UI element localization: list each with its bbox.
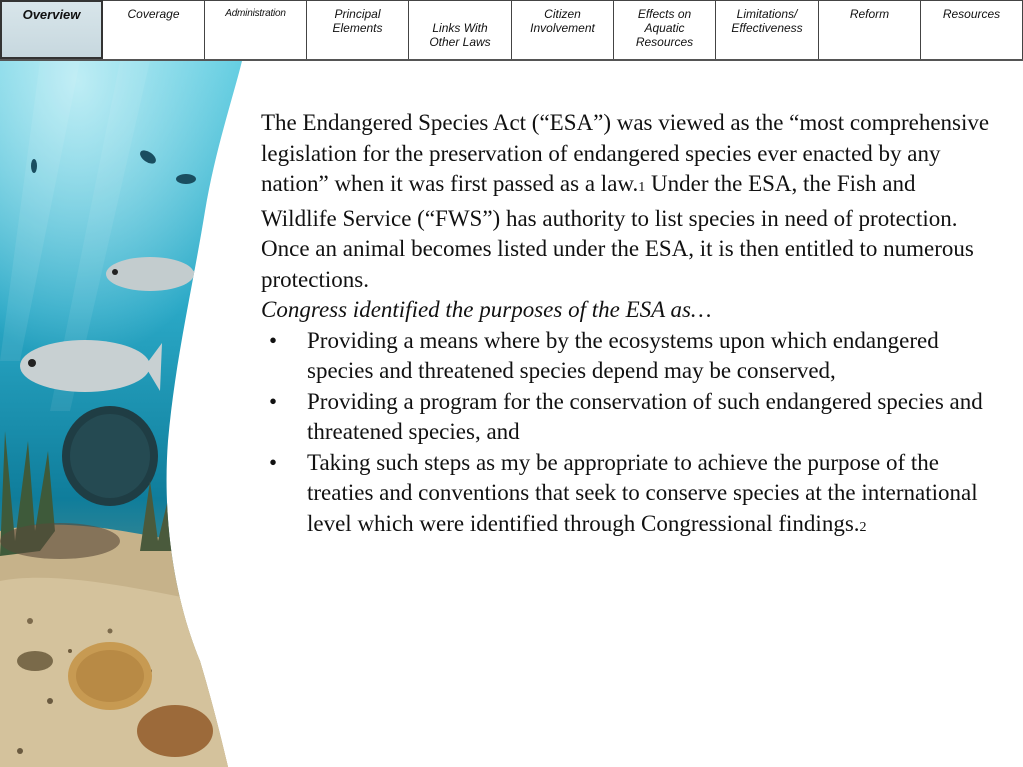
tab-limitations-label: Limitations/ Effectiveness	[731, 7, 803, 35]
footnote-ref-2: 2	[859, 519, 867, 535]
tab-links-label: Links With Other Laws	[429, 21, 491, 49]
bullet-icon: •	[269, 327, 278, 353]
tab-resources-label: Resources	[942, 7, 1001, 21]
purposes-list	[261, 326, 991, 544]
list-item-text: Providing a program for the conservation of such endangered species and threatened species, and	[307, 388, 983, 444]
nav-tabs	[0, 0, 1023, 61]
bullet-icon: •	[269, 449, 278, 475]
underwater-image	[0, 61, 260, 767]
tab-overview[interactable]	[0, 0, 103, 59]
tab-principal-elements-label: Principal Elements	[332, 7, 383, 35]
tab-links-with-other-laws[interactable]	[409, 0, 512, 59]
list-item	[261, 448, 991, 544]
tab-reform[interactable]	[819, 0, 921, 59]
tab-limitations-effectiveness[interactable]	[716, 0, 819, 59]
intro-paragraph	[261, 108, 991, 295]
list-item	[261, 387, 991, 448]
bullet-icon: •	[269, 388, 278, 414]
intro-text-part2: Under the ESA, the Fish and Wildlife Service (“FWS”) has authority to list species in need of protection. Once an animal becomes listed under the ESA, it is then entitled to numerous protections.	[261, 171, 974, 292]
tab-reform-label: Reform	[849, 7, 890, 21]
footnote-ref-1: 1	[638, 180, 646, 195]
intro-text-part1: The Endangered Species Act (“ESA”) was viewed as the “most comprehensive legislation for the preservation of endangered species ever enacted by any nation” when it was first passed as a law.	[261, 110, 990, 196]
tab-resources[interactable]	[921, 0, 1023, 59]
purposes-heading: Congress identified the purposes of the ESA as…	[261, 297, 712, 322]
list-item-text: Providing a means where by the ecosystems upon which endangered species and threatened species depend may be conserved,	[307, 327, 939, 383]
tab-administration-label: Administration	[225, 8, 286, 19]
tab-citizen-label: Citizen Involvement	[530, 7, 595, 35]
tab-principal-elements[interactable]	[307, 0, 409, 59]
tab-overview-label: Overview	[22, 7, 81, 22]
tab-effects-label: Effects on Aquatic Resources	[635, 7, 694, 49]
list-item-text: Taking such steps as my be appropriate to achieve the purpose of the treaties and conventions that seek to conserve species at the international level which were identified through Congressional findings.	[307, 449, 978, 536]
tab-citizen-involvement[interactable]	[512, 0, 614, 59]
tab-effects-on-aquatic-resources[interactable]	[614, 0, 716, 59]
tab-coverage[interactable]	[103, 0, 205, 59]
tab-coverage-label: Coverage	[127, 7, 180, 21]
list-item	[261, 326, 991, 387]
main-content	[261, 108, 991, 543]
tab-administration[interactable]	[205, 0, 307, 59]
